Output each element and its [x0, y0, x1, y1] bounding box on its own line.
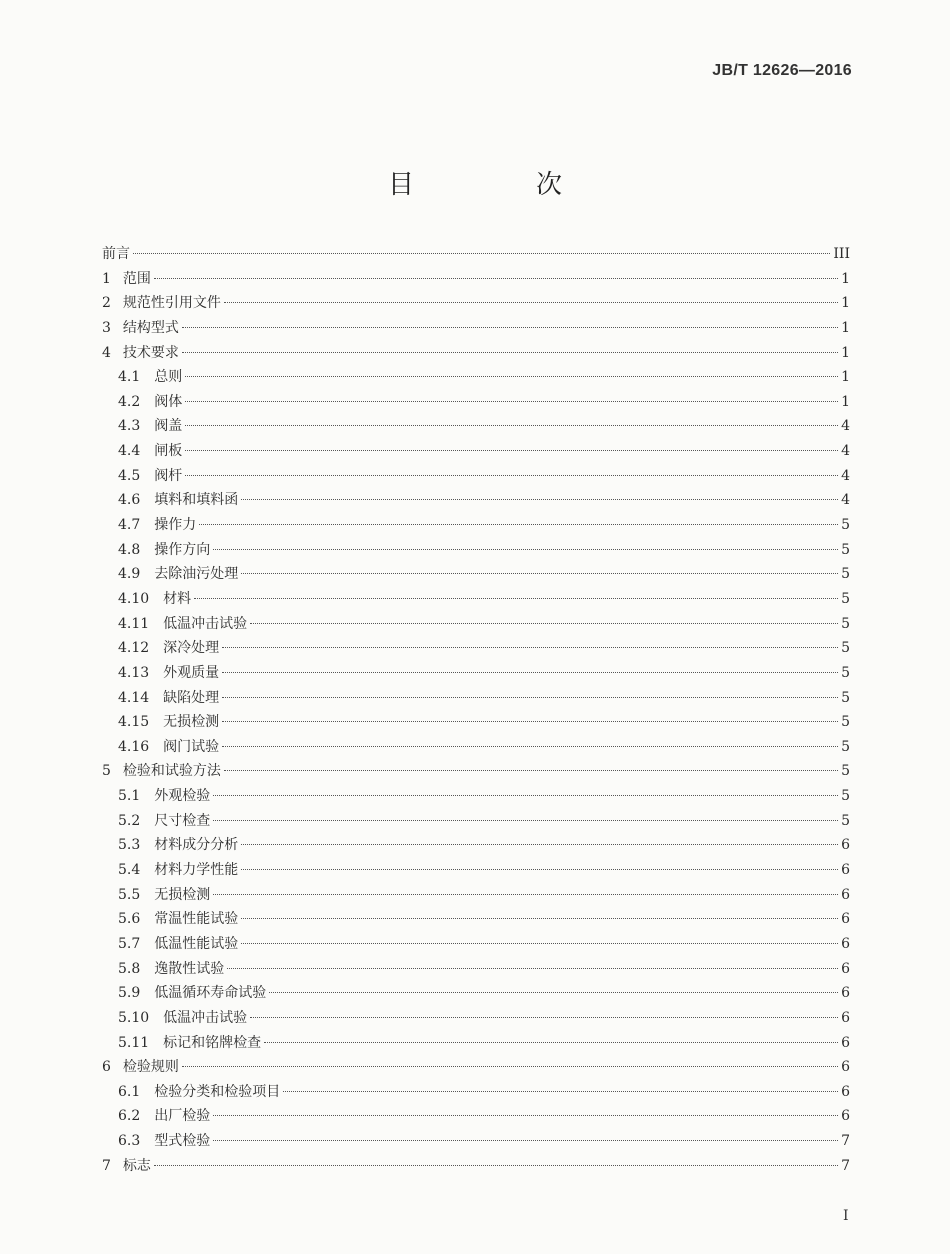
toc-entry-page: 6	[841, 1059, 850, 1076]
toc-entry-page: 6	[841, 1083, 850, 1100]
toc-entry-page: 1	[841, 393, 850, 410]
dot-leader	[222, 672, 838, 673]
toc-entry-number: 4.15	[118, 714, 150, 731]
toc-entry-title: 前言	[102, 246, 130, 262]
dot-leader	[222, 746, 838, 747]
toc-entry-number: 4	[102, 344, 111, 361]
toc-entry-page: 6	[841, 960, 850, 977]
toc-entry-page: 1	[841, 344, 850, 361]
toc-entry[interactable]	[102, 414, 850, 439]
toc-entry[interactable]	[102, 784, 850, 809]
toc-entry-page: 1	[841, 369, 850, 386]
toc-entry-title: 外观质量	[163, 664, 220, 681]
toc-entry[interactable]	[102, 858, 850, 883]
toc-entry-title: 操作方向	[154, 541, 211, 558]
toc-entry-title: 标记和铭牌检查	[163, 1034, 262, 1051]
toc-entry[interactable]	[102, 686, 850, 711]
dot-leader	[213, 795, 838, 796]
toc-entry[interactable]	[102, 291, 850, 316]
toc-entry[interactable]	[102, 1104, 850, 1129]
toc-entry-page: 5	[841, 640, 850, 657]
dot-leader	[182, 327, 838, 328]
toc-entry-page: 4	[841, 492, 850, 509]
toc-entry-page: 1	[841, 295, 850, 312]
dot-leader	[185, 376, 838, 377]
dot-leader	[241, 499, 838, 500]
dot-leader	[199, 524, 838, 525]
toc-entry[interactable]	[102, 981, 850, 1006]
toc-entry-title: 操作力	[154, 517, 197, 534]
toc-entry[interactable]	[102, 242, 850, 267]
toc-entry-page: 5	[841, 566, 850, 583]
toc-entry-title: 检验分类和检验项目	[154, 1083, 281, 1100]
toc-entry-title: 逸散性试验	[154, 960, 225, 977]
toc-entry-number: 5.9	[118, 985, 141, 1002]
toc-entry-title: 缺陷处理	[163, 689, 220, 706]
dot-leader	[213, 894, 838, 895]
toc-entry-title: 常温性能试验	[154, 911, 239, 928]
toc-entry[interactable]	[102, 907, 850, 932]
toc-entry[interactable]	[102, 1154, 850, 1179]
standard-code: JB/T 12626—2016	[712, 62, 852, 79]
toc-entry-page: 6	[841, 1108, 850, 1125]
toc-entry-number: 4.7	[118, 517, 141, 534]
toc-entry-number: 4.10	[118, 590, 150, 607]
dot-leader	[264, 1042, 838, 1043]
toc-entry-title: 低温循环寿命试验	[154, 985, 267, 1002]
toc-entry-number: 7	[102, 1157, 111, 1174]
toc-entry-page: 5	[841, 517, 850, 534]
toc-entry-page: 6	[841, 886, 850, 903]
dot-leader	[241, 869, 838, 870]
toc-entry-page: 6	[841, 862, 850, 879]
toc-entry-number: 4.5	[118, 467, 141, 484]
toc-entry-title: 出厂检验	[154, 1108, 211, 1125]
toc-entry-number: 3	[102, 319, 111, 336]
toc-entry-page: 4	[841, 443, 850, 460]
toc-entry-title: 检验规则	[122, 1059, 179, 1076]
toc-entry-title: 阀门试验	[163, 738, 220, 755]
toc-entry[interactable]	[102, 587, 850, 612]
toc-entry-number: 4.1	[118, 369, 141, 386]
toc-entry[interactable]	[102, 562, 850, 587]
toc-entry-number: 5.6	[118, 911, 141, 928]
toc-entry[interactable]	[102, 267, 850, 292]
toc-entry-page: 6	[841, 837, 850, 854]
toc-entry[interactable]	[102, 316, 850, 341]
toc-entry[interactable]	[102, 636, 850, 661]
toc-entry-title: 阀体	[154, 393, 183, 410]
toc-entry-page: 6	[841, 935, 850, 952]
dot-leader	[213, 1140, 838, 1141]
toc-entry[interactable]	[102, 883, 850, 908]
dot-leader	[182, 352, 838, 353]
toc-entry-page: 4	[841, 467, 850, 484]
dot-leader	[269, 992, 838, 993]
toc-entry[interactable]	[102, 932, 850, 957]
dot-leader	[250, 1017, 838, 1018]
toc-entry-number: 5.11	[118, 1034, 150, 1051]
toc-entry-title: 外观检验	[154, 788, 211, 805]
toc-entry-title: 型式检验	[154, 1133, 211, 1150]
dot-leader	[222, 647, 838, 648]
toc-entry-number: 4.6	[118, 492, 141, 509]
toc-entry-number: 5	[102, 763, 111, 780]
toc-entry-number: 4.2	[118, 393, 141, 410]
dot-leader	[241, 918, 838, 919]
toc-entry-number: 1	[102, 270, 111, 287]
toc-entry-number: 5.7	[118, 935, 141, 952]
toc-entry-title: 材料	[163, 590, 192, 607]
toc-entry-title: 结构型式	[122, 319, 179, 336]
toc-entry-title: 规范性引用文件	[122, 295, 221, 312]
toc-entry-title: 低温性能试验	[154, 935, 239, 952]
toc-entry-number: 4.12	[118, 640, 150, 657]
toc-entry-number: 5.1	[118, 788, 141, 805]
toc-entry-number: 5.10	[118, 1009, 150, 1026]
toc-entry-number: 4.16	[118, 738, 150, 755]
toc-entry-title: 去除油污处理	[154, 566, 239, 583]
toc-entry-page: 5	[841, 664, 850, 681]
toc-entry-number: 4.11	[118, 615, 150, 632]
toc-entry-page: 7	[841, 1133, 850, 1150]
toc-entry[interactable]	[102, 1031, 850, 1056]
toc-title: 目 次	[387, 170, 610, 200]
toc-entry[interactable]	[102, 833, 850, 858]
dot-leader	[283, 1091, 838, 1092]
toc-entry-number: 2	[102, 295, 111, 312]
toc-entry-title: 范围	[122, 270, 151, 287]
dot-leader	[250, 623, 838, 624]
toc-entry-number: 5.4	[118, 862, 141, 879]
toc-entry[interactable]	[102, 439, 850, 464]
toc-entry-number: 4.8	[118, 541, 141, 558]
toc-entry-number: 6	[102, 1059, 111, 1076]
toc-entry[interactable]	[102, 735, 850, 760]
toc-entry-page: 5	[841, 541, 850, 558]
toc-entry[interactable]	[102, 464, 850, 489]
toc-entry-page: 1	[841, 319, 850, 336]
toc-entry-title: 无损检测	[154, 886, 211, 903]
toc-entry-title: 低温冲击试验	[163, 615, 248, 632]
toc-entry-title: 无损检测	[163, 714, 220, 731]
dot-leader	[222, 721, 838, 722]
toc-entry-title: 闸板	[154, 443, 183, 460]
dot-leader	[224, 770, 838, 771]
dot-leader	[185, 425, 838, 426]
dot-leader	[185, 450, 838, 451]
dot-leader	[133, 253, 830, 254]
toc-entry-page: 5	[841, 714, 850, 731]
toc-entry-page: 5	[841, 738, 850, 755]
toc-entry[interactable]	[102, 538, 850, 563]
toc-entry[interactable]	[102, 513, 850, 538]
toc-entry-title: 阀杆	[154, 467, 183, 484]
toc-entry[interactable]	[102, 612, 850, 637]
toc-entry-page: 5	[841, 689, 850, 706]
toc-entry[interactable]	[102, 488, 850, 513]
toc-entry[interactable]	[102, 1055, 850, 1080]
toc-entry[interactable]	[102, 365, 850, 390]
toc-entry-page: 5	[841, 615, 850, 632]
toc-entry-number: 4.3	[118, 418, 141, 435]
toc-entry[interactable]	[102, 759, 850, 784]
toc-entry-title: 技术要求	[122, 344, 179, 361]
toc-entry[interactable]	[102, 1006, 850, 1031]
dot-leader	[154, 278, 838, 279]
toc-entry-title: 尺寸检查	[154, 812, 211, 829]
dot-leader	[241, 943, 838, 944]
dot-leader	[213, 1115, 838, 1116]
toc-entry-page: 5	[841, 788, 850, 805]
toc-entry-page: 6	[841, 1034, 850, 1051]
toc-entry-title: 材料力学性能	[154, 862, 239, 879]
toc-entry-title: 检验和试验方法	[122, 763, 221, 780]
table-of-contents	[102, 242, 850, 1178]
toc-entry-title: 深冷处理	[163, 640, 220, 657]
toc-entry-number: 5.3	[118, 837, 141, 854]
toc-entry-number: 6.1	[118, 1083, 141, 1100]
dot-leader	[185, 401, 838, 402]
dot-leader	[227, 968, 838, 969]
toc-entry-title: 填料和填料函	[154, 492, 239, 509]
toc-entry-number: 4.13	[118, 664, 150, 681]
toc-entry-number: 4.14	[118, 689, 150, 706]
page-number: I	[843, 1208, 849, 1224]
toc-entry-number: 4.4	[118, 443, 141, 460]
toc-entry-page: 1	[841, 270, 850, 287]
toc-entry-page: 7	[841, 1157, 850, 1174]
toc-entry-number: 6.3	[118, 1133, 141, 1150]
toc-entry-number: 5.5	[118, 886, 141, 903]
toc-entry-page: 6	[841, 985, 850, 1002]
toc-entry[interactable]	[102, 957, 850, 982]
dot-leader	[154, 1165, 838, 1166]
dot-leader	[213, 820, 838, 821]
toc-entry-page: 6	[841, 1009, 850, 1026]
dot-leader	[241, 844, 838, 845]
toc-entry[interactable]	[102, 809, 850, 834]
toc-entry-title: 阀盖	[154, 418, 183, 435]
dot-leader	[194, 598, 838, 599]
toc-entry-title: 标志	[122, 1157, 151, 1174]
toc-entry-title: 总则	[154, 369, 183, 386]
toc-entry-page: 5	[841, 763, 850, 780]
dot-leader	[185, 475, 838, 476]
dot-leader	[213, 549, 838, 550]
dot-leader	[222, 697, 838, 698]
toc-entry-title: 低温冲击试验	[163, 1009, 248, 1026]
dot-leader	[224, 302, 838, 303]
dot-leader	[182, 1066, 838, 1067]
toc-entry-title: 材料成分分析	[154, 837, 239, 854]
toc-entry-page: 5	[841, 812, 850, 829]
toc-entry[interactable]	[102, 661, 850, 686]
toc-entry-page: III	[833, 246, 850, 262]
toc-entry-page: 5	[841, 590, 850, 607]
toc-entry-number: 4.9	[118, 566, 141, 583]
toc-entry-page: 4	[841, 418, 850, 435]
toc-entry-number: 5.8	[118, 960, 141, 977]
toc-entry[interactable]	[102, 1080, 850, 1105]
toc-entry[interactable]	[102, 710, 850, 735]
toc-entry[interactable]	[102, 341, 850, 366]
toc-entry[interactable]	[102, 1129, 850, 1154]
toc-entry-number: 5.2	[118, 812, 141, 829]
toc-entry-page: 6	[841, 911, 850, 928]
dot-leader	[241, 573, 838, 574]
toc-entry[interactable]	[102, 390, 850, 415]
toc-entry-number: 6.2	[118, 1108, 141, 1125]
